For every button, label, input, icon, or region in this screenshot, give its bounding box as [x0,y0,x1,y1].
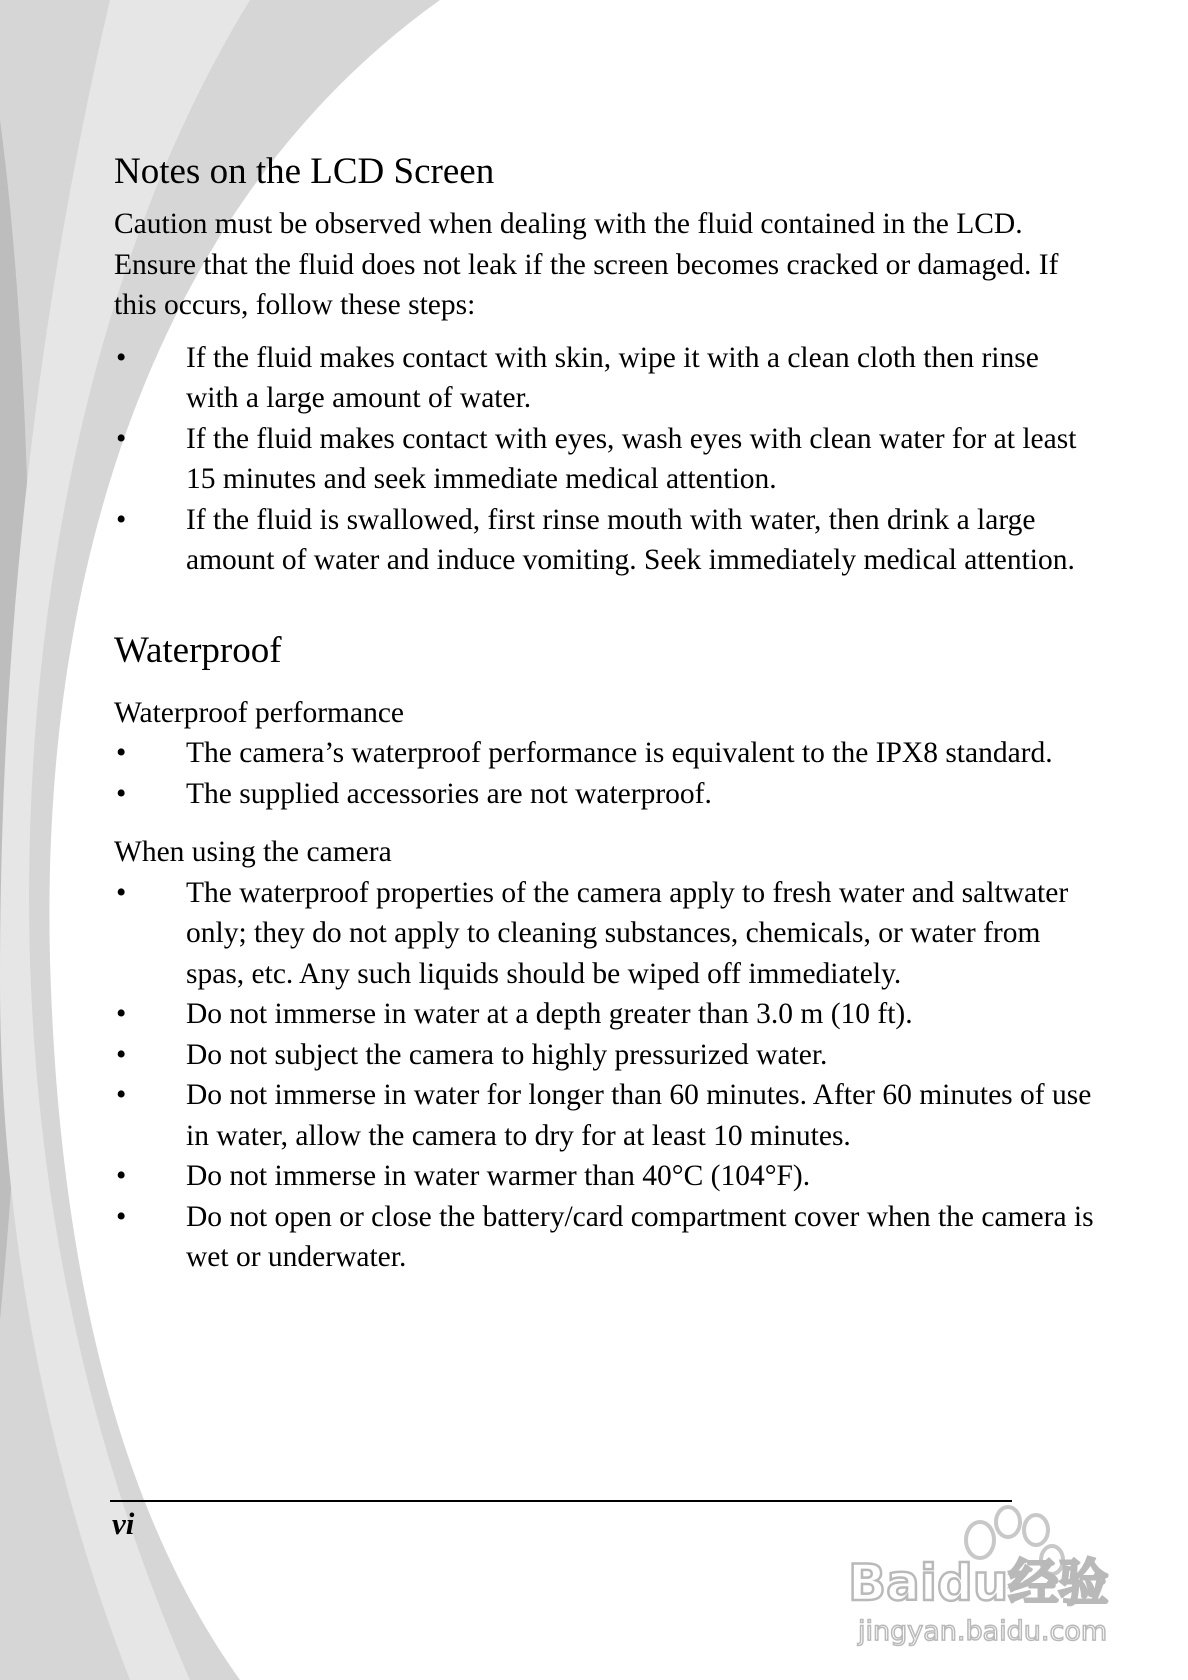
watermark-url: jingyan.baidu.com [858,1616,1108,1647]
list-item: • If the fluid is swallowed, first rinse mouth with water, then drink a large amount of water and induce vomiting. Seek immediately medical attention. [114,500,1094,581]
lcd-section-heading: Notes on the LCD Screen [114,151,495,192]
watermark-brand: Baidu经验 [848,1554,1109,1612]
list-item: • The waterproof properties of the camera apply to fresh water and saltwater only; they do not apply to cleaning substances, chemicals, or water from spas, etc. Any such liquids should be wiped off immediately. [114,873,1094,995]
bullet-icon: • [116,737,127,769]
bullet-icon: • [116,1200,127,1233]
bullet-icon: • [116,876,127,909]
page-content [114,150,1094,1296]
bullet-icon: • [116,422,127,455]
bullet-icon: • [116,998,127,1030]
list-item: • Do not immerse in water warmer than 40°C (104°F). [114,1156,1094,1197]
page-number: vi [112,1506,135,1541]
list-item: • Do not subject the camera to highly pressurized water. [114,1035,1094,1076]
list-item: • If the fluid makes contact with skin, wipe it with a clean cloth then rinse with a large amount of water. [114,338,1094,419]
lcd-bullet-list [114,338,1094,581]
bullet-icon: • [116,503,127,536]
bullet-icon: • [116,1160,127,1192]
list-item: • The supplied accessories are not waterproof. [114,774,1094,815]
waterproof-performance-list [114,733,1094,814]
list-item: • Do not immerse in water for longer than 60 minutes. After 60 minutes of use in water, allow the camera to dry for at least 10 minutes. [114,1075,1094,1156]
lcd-intro-paragraph: Caution must be observed when dealing with the fluid contained in the LCD. Ensure that the fluid does not leak if the screen becomes cracked or damaged. If this occurs, follow these steps: [114,208,1059,321]
list-item: • Do not open or close the battery/card compartment cover when the camera is wet or underwater. [114,1197,1094,1278]
waterproof-performance-subheading: Waterproof performance [114,696,405,729]
baidu-watermark [840,1500,1130,1660]
list-item: • The camera’s waterproof performance is equivalent to the IPX8 standard. [114,733,1094,774]
waterproof-section-heading: Waterproof [114,629,282,671]
bullet-icon: • [116,1079,127,1111]
bullet-icon: • [116,1038,127,1071]
using-camera-subheading: When using the camera [114,836,392,868]
using-camera-list [114,873,1094,1278]
list-item: • If the fluid makes contact with eyes, wash eyes with clean water for at least 15 minutes and seek immediate medical attention. [114,419,1094,500]
list-item: • Do not immerse in water at a depth greater than 3.0 m (10 ft). [114,994,1094,1035]
bullet-icon: • [116,341,127,374]
bullet-icon: • [116,777,127,810]
